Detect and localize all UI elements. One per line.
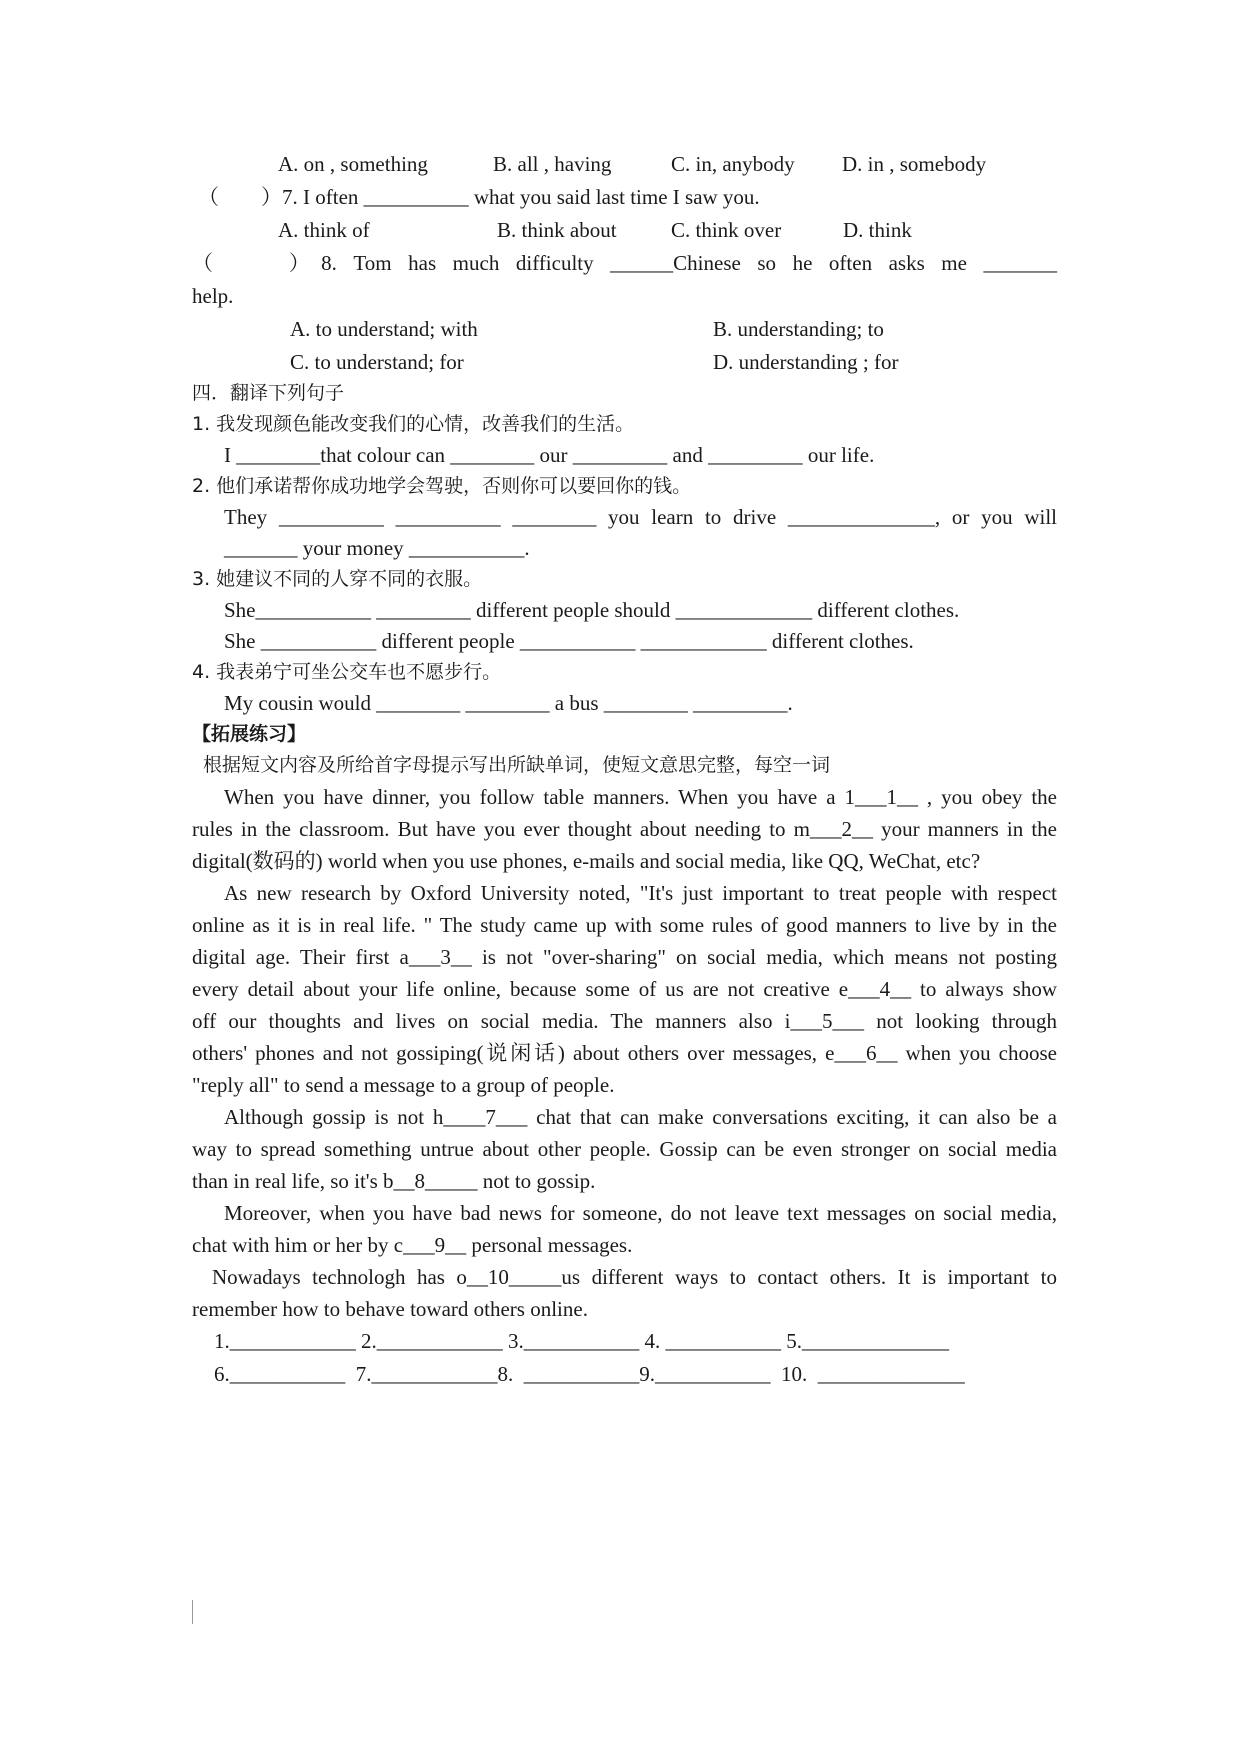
q8-stem: （ ）8. Tom has much difficulty ______Chinese so he often asks me _______ <box>192 251 1057 275</box>
q7-option-d: D. think <box>843 218 912 242</box>
q6-option-d: D. in , somebody <box>842 152 987 176</box>
q7-option-a: A. think of <box>278 218 370 242</box>
passage-line: every detail about your life online, because some of us are not creative e___4__ to always show <box>192 977 1057 1001</box>
q6-option-c: C. in, anybody <box>671 152 795 176</box>
translation-1-english: I ________that colour can ________ our _________ and _________ our life. <box>224 443 875 467</box>
passage-line: remember how to behave toward others online. <box>192 1297 588 1321</box>
passage-line: off our thoughts and lives on social media. The manners also i___5___ not looking through <box>192 1009 1057 1033</box>
passage-line: than in real life, so it's b__8_____ not to gossip. <box>192 1169 596 1193</box>
extension-instruction: 根据短文内容及所给首字母提示写出所缺单词，使短文意思完整，每空一词 <box>203 754 831 776</box>
passage-line: Although gossip is not h____7___ chat that can make conversations exciting, it can also be a <box>224 1105 1057 1129</box>
q8-option-a: A. to understand; with <box>290 317 478 341</box>
translation-3-chinese: 3. 她建议不同的人穿不同的衣服。 <box>192 568 483 590</box>
translation-4-chinese: 4. 我表弟宁可坐公交车也不愿步行。 <box>192 661 502 683</box>
translation-2-english: They __________ __________ ________ you learn to drive ______________, or you will <box>224 505 1057 529</box>
q8-stem-cont: help. <box>192 284 234 308</box>
translation-3-english-a: She___________ _________ different people should _____________ different clothes. <box>224 598 960 622</box>
q8-option-c: C. to understand; for <box>290 350 464 374</box>
passage-line: Nowadays technologh has o__10_____us different ways to contact others. It is important to <box>212 1265 1057 1289</box>
q6-option-a: A. on , something <box>278 152 428 176</box>
passage-line: chat with him or her by c___9__ personal messages. <box>192 1233 633 1257</box>
translation-2-chinese: 2. 他们承诺帮你成功地学会驾驶，否则你可以要回你的钱。 <box>192 475 692 497</box>
translation-1-chinese: 1. 我发现颜色能改变我们的心情，改善我们的生活。 <box>192 413 635 435</box>
q7-option-c: C. think over <box>671 218 782 242</box>
passage-line: digital age. Their first a___3__ is not "over-sharing" on social media, which means not posting <box>192 945 1057 969</box>
q7-option-b: B. think about <box>497 218 617 242</box>
q8-option-d: D. understanding ; for <box>713 350 899 374</box>
passage-line: digital(数码的) world when you use phones, e-mails and social media, like QQ, WeChat, etc? <box>192 849 981 873</box>
passage-line: others' phones and not gossiping(说闲话) about others over messages, e___6__ when you choose <box>192 1041 1057 1065</box>
q8-option-b: B. understanding; to <box>713 317 884 341</box>
answer-blanks-row-1[interactable]: 1.____________ 2.____________ 3.___________ 4. ___________ 5.______________ <box>214 1329 949 1353</box>
section-4-title: 四．翻译下列句子 <box>192 382 345 404</box>
passage-line: "reply all" to send a message to a group of people. <box>192 1073 615 1097</box>
extension-title: 【拓展练习】 <box>192 723 307 745</box>
passage-line: rules in the classroom. But have you ever thought about needing to m___2__ your manners in the <box>192 817 1057 841</box>
text-cursor <box>192 1600 193 1624</box>
translation-3-english-b: She ___________ different people ___________ ____________ different clothes. <box>224 629 914 653</box>
translation-2-english-cont: _______ your money ___________. <box>224 536 530 560</box>
passage-line: online as it is in real life. " The study came up with some rules of good manners to live by in the <box>192 913 1057 937</box>
q6-option-b: B. all , having <box>493 152 612 176</box>
passage-line: When you have dinner, you follow table manners. When you have a 1___1__ , you obey the <box>224 785 1057 809</box>
q7-stem: （ ）7. I often __________ what you said last time I saw you. <box>198 185 760 209</box>
passage-line: As new research by Oxford University noted, "It's just important to treat people with respect <box>224 881 1057 905</box>
passage-line: way to spread something untrue about other people. Gossip can be even stronger on social media <box>192 1137 1057 1161</box>
passage-line: Moreover, when you have bad news for someone, do not leave text messages on social media, <box>224 1201 1057 1225</box>
translation-4-english: My cousin would ________ ________ a bus ________ _________. <box>224 691 793 715</box>
answer-blanks-row-2[interactable]: 6.___________ 7.____________8. ___________9.___________ 10. ______________ <box>214 1362 965 1386</box>
